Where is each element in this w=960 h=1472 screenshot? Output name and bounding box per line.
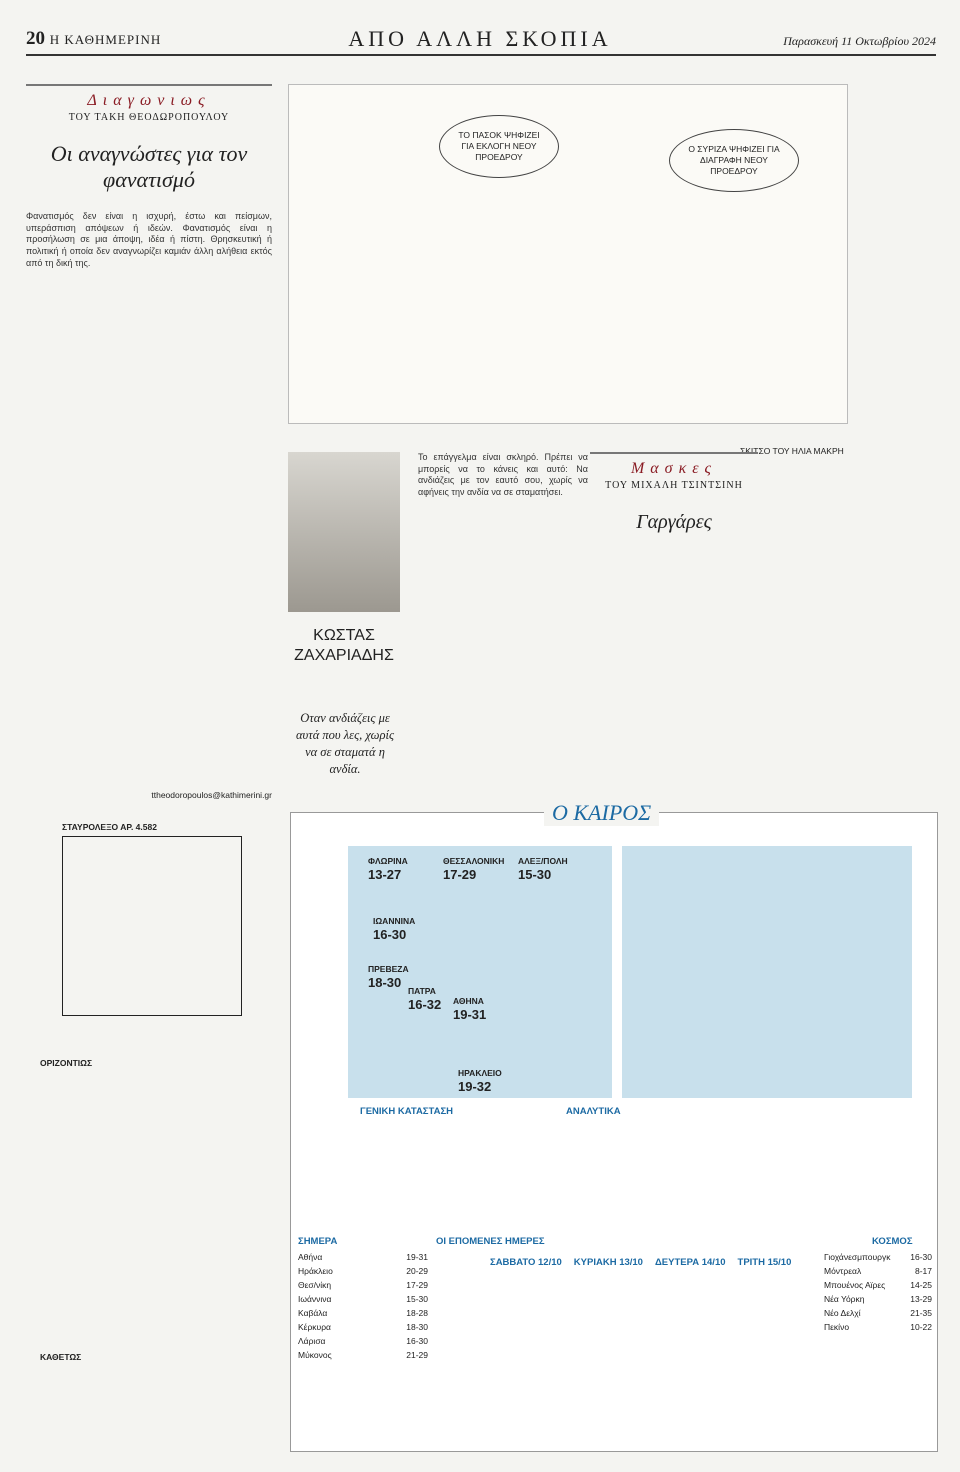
page-number: 20 Η ΚΑΘΗΜΕΡΙΝΗ [26,28,162,49]
day-header: ΤΡΙΤΗ 15/10 [737,1257,792,1268]
today-heading: ΣΗΜΕΡΑ [298,1236,338,1247]
profile-name: ΚΩΣΤΑΣ ΖΑΧΑΡΙΑΔΗΣ [294,627,394,664]
map-city-name: ΙΩΑΝΝΙΝΑ [373,916,416,926]
map-labels [348,846,612,1098]
general-heading: ΓΕΝΙΚΗ ΚΑΤΑΣΤΑΣΗ [360,1106,454,1117]
map-city-temp: 16-30 [373,927,407,942]
crossword-down: ΚΑΘΕΤΩΣ [40,1352,82,1362]
column-diagonios: Διαγωνιως ΤΟΥ ΤΑΚΗ ΘΕΟΔΩΡΟΠΟΥΛΟΥ Οι αναγνώστες για τον φανατισμό Φανατισμός δεν είναι η ισχυρή, έστω και πείσμων, υπεράσπιση απόψεων ή ιδεών. Φανατισμός είναι η προσήλωση σε μια άποψη, ιδέα ή πίστη. Θρησκευτική ή πολιτική ή οποία δεν αναγνωρίζει καμιάν άλλη αλήθεια εκτός από τη δική της. ttheodoropoulos@kathimerini.gr [26,84,272,801]
day-header: ΣΑΒΒΑΤΟ 12/10 [490,1257,562,1268]
world-heading: ΚΟΣΜΟΣ [872,1236,913,1247]
world-city-row: Μόντρεαλ 8-17 [824,1266,932,1276]
profile-photo [288,452,400,612]
map-city-name: ΠΡΕΒΕΖΑ [368,964,409,974]
map-city [443,856,504,882]
europe-map [622,846,912,1098]
map-city-name: ΑΛΕΞ/ΠΟΛΗ [518,856,568,866]
world-city-row: Νέο Δελχί 21-35 [824,1308,932,1318]
map-city [408,986,441,1012]
world-city-row: Μπουένος Αϊρες 14-25 [824,1280,932,1290]
city-row: Καβάλα 18-28 [298,1308,428,1318]
crossword-title: ΣΤΑΥΡΟΛΕΞΟ ΑΡ. 4.582 [62,822,157,832]
map-city-name: ΘΕΣΣΑΛΟΝΙΚΗ [443,856,505,866]
article-lead: Το επάγγελμα είναι σκληρό. Πρέπει να μπορείς να το κάνεις και αυτό: Να ανδιάζεις με τον εαυτό σου, χωρίς να αφήνεις την ανδία να σε σταματήσει. [418,452,588,498]
city-row: Ηράκλειο 20-29 [298,1266,428,1276]
map-city [453,996,486,1022]
city-row: Λάρισα 16-30 [298,1336,428,1346]
city-row: Θεσ/νίκη 17-29 [298,1280,428,1290]
map-city-temp: 13-27 [368,867,402,882]
map-city [373,916,415,942]
section-title: ΑΠΟ ΑΛΛΗ ΣΚΟΠΙΑ [348,26,612,51]
map-city-name: ΠΑΤΡΑ [408,986,436,996]
date: Παρασκευή 11 Οκτωβρίου 2024 [783,34,936,48]
map-city-temp: 18-30 [368,975,402,990]
header-rule [26,54,936,56]
map-city-temp: 15-30 [518,867,552,882]
profile-quote: Οταν ανδιάζεις με αυτά που λες, χωρίς να σε σταματά η ανδία. [295,711,395,776]
day-header: ΔΕΥΤΕΡΑ 14/10 [654,1257,726,1268]
map-city-name: ΗΡΑΚΛΕΙΟ [458,1068,502,1078]
day-header: ΚΥΡΙΑΚΗ 13/10 [573,1257,643,1268]
today-list [298,1252,428,1364]
map-city-temp: 16-32 [408,997,442,1012]
world-city-row: Γιοχάνεσμπουργκ 16-30 [824,1252,932,1262]
analysis-heading: ΑΝΑΛΥΤΙΚΑ [566,1106,621,1117]
weather-title: Ο ΚΑΙΡΟΣ [544,800,659,826]
map-city-name: ΑΘΗΝΑ [453,996,484,1006]
map-city [368,964,409,990]
map-city [368,856,408,882]
map-city [518,856,568,882]
crossword-grid [62,836,242,1016]
city-row: Κέρκυρα 18-30 [298,1322,428,1332]
city-row: Μύκονος 21-29 [298,1350,428,1360]
world-list [824,1252,932,1336]
city-row: Αθήνα 19-31 [298,1252,428,1262]
world-city-row: Νέα Υόρκη 13-29 [824,1294,932,1304]
map-city-temp: 17-29 [443,867,477,882]
article-header: Μασκες ΤΟΥ ΜΙΧΑΛΗ ΤΣΙΝΤΣΙΝΗ Γαργάρες [590,452,758,535]
map-city-temp: 19-31 [453,1007,487,1022]
next-heading: ΟΙ ΕΠΟΜΕΝΕΣ ΗΜΕΡΕΣ [436,1236,545,1247]
crossword-across: ΟΡΙΖΟΝΤΙΩΣ [40,1058,93,1068]
map-city-temp: 19-32 [458,1079,492,1094]
cartoon-credit: ΣΚΙΤΣΟ ΤΟΥ ΗΛΙΑ ΜΑΚΡΗ [740,446,844,456]
map-city [458,1068,502,1094]
world-city-row: Πεκίνο 10-22 [824,1322,932,1332]
day-headers [490,1252,810,1270]
city-row: Ιωάννινα 15-30 [298,1294,428,1304]
cartoon: ΤΟ ΠΑΣΟΚ ΨΗΦΙΖΕΙ ΓΙΑ ΕΚΛΟΓΗ ΝΕΟΥ ΠΡΟΕΔΡΟΥ Ο ΣΥΡΙΖΑ ΨΗΦΙΖΕΙ ΓΙΑ ΔΙΑΓΡΑΦΗ ΝΕΟΥ ΠΡΟΕΔΡΟΥ [288,84,848,424]
map-city-name: ΦΛΩΡΙΝΑ [368,856,408,866]
